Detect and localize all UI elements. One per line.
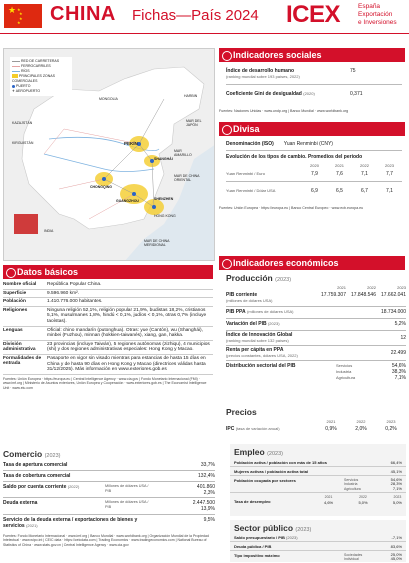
legend-zones: PRINCIPALES ZONAS COMERCIALES: [12, 74, 55, 83]
basic-row: [3, 327, 213, 341]
row-label: PIB PPA: [226, 309, 246, 315]
row-value: 75: [350, 68, 356, 74]
legend-rivers: RÍOS: [12, 69, 70, 74]
year-header: 2022: [359, 495, 367, 500]
year-header: 2023: [397, 285, 406, 290]
row-value: Yuan Renminbi (CNY): [283, 141, 333, 147]
row-label: Denominación (ISO): [226, 141, 274, 147]
row-label: Deuda pública / PIB: [234, 544, 272, 549]
map-label: INDIA: [44, 229, 54, 233]
basic-row: [3, 355, 213, 375]
divisa-row-dollar: [226, 188, 402, 194]
map-label: KIRGUISTÁN: [12, 141, 34, 145]
row-label: Yuan Renminbi / Dólar USA: [226, 188, 276, 193]
map-label: MONGOLIA: [99, 97, 118, 101]
production-title: Producción (2023): [226, 273, 292, 283]
tax-value: 45,0%: [390, 556, 402, 562]
economic-pib-row: [226, 292, 406, 303]
divider: [226, 345, 406, 346]
comercio-row: [3, 484, 215, 496]
row-label: Lenguas: [3, 327, 23, 333]
map-label: CHONGQING: [90, 185, 112, 189]
publico-row: [230, 542, 406, 551]
social-source: Fuentes: Naciones Unidas · www.undp.org | Banco Mundial · www.worldbank.org: [219, 109, 349, 113]
economic-row: [226, 321, 406, 327]
divider: [3, 497, 215, 498]
divisa-years-row: [226, 163, 402, 168]
row-label: Formalidades de entrada: [3, 355, 42, 366]
precios-title: Precios: [226, 407, 257, 417]
row-note: (2020): [303, 91, 315, 96]
row-note: (ranking mundial sobre 193 países, 2022): [226, 74, 300, 79]
empleo-box: [230, 444, 406, 516]
sector-name: Industria: [344, 482, 358, 487]
social-row-idh: [226, 68, 402, 79]
china-map: [3, 48, 215, 261]
row-value: 5,0%: [358, 500, 368, 506]
row-value: República Popular China.: [47, 282, 102, 287]
map-label: SHANGHÁI: [154, 157, 173, 161]
row-value: Pasaporte en vigor sin visado mientras para estancias de hasta 15 días en China y de hasta 90 días en Hong Kong y Macao (directrices válidas hasta 31/12/2025). Más información en www.exteriores.gob.es: [47, 355, 206, 373]
row-value: 6,9: [311, 188, 318, 194]
row-label: Población: [3, 299, 26, 305]
publico-box: [230, 520, 406, 562]
map-label: GUANGZHOU: [116, 199, 139, 203]
sector-name: Agricultura: [336, 375, 356, 380]
row-label: Tipo impositivo máximo: [234, 553, 280, 558]
basic-row: [3, 307, 213, 327]
publico-title: Sector público (2023): [234, 523, 312, 533]
row-label: Tasa de apertura comercial: [3, 462, 68, 468]
star-icon: ★: [19, 16, 23, 21]
row-value: 132,4%: [198, 473, 215, 479]
sector-name: Servicios: [336, 363, 353, 368]
economic-row: [226, 309, 406, 315]
divisa-evolution-title: Evolución de los tipos de cambio. Promedios del periodo: [226, 154, 363, 160]
row-value: 5,0%: [392, 500, 402, 506]
row-value: 18.734.000: [380, 309, 406, 315]
map-label: MAR DE CHINA MERIDIONAL: [144, 239, 170, 247]
precios-ipc-row: [226, 426, 406, 432]
row-value: 6,5: [336, 188, 343, 194]
row-value: 0,9%: [325, 426, 337, 432]
year-header: 2022: [367, 285, 376, 290]
row-label: División administrativa: [3, 341, 36, 352]
comercio-row: [3, 517, 215, 529]
row-value: 4,6%: [324, 500, 334, 506]
logo-line: Exportación: [358, 11, 393, 18]
row-value: 7,9: [311, 171, 318, 177]
divisa-section-header: Divisa: [219, 122, 405, 136]
row-label: Religiones: [3, 307, 28, 313]
sector-value: 7,1%: [392, 485, 402, 491]
row-value: 66,4%: [390, 460, 402, 465]
sector-name: Agricultura: [344, 486, 361, 491]
comercio-row: [3, 473, 215, 479]
sector-name: Servicios: [344, 478, 359, 482]
row-value: 45,1%: [390, 469, 402, 474]
row-note: (2023): [286, 535, 298, 540]
row-note: (millones de dólares USA): [226, 298, 273, 303]
row-unit: Millones de dólares USA / PIB: [105, 484, 149, 493]
row-label: Servicio de la deuda externa / exportaciones de bienes y servicios: [3, 517, 138, 529]
divisa-source: Fuentes: Unión Europea · https://europa.eu | Banco Central Europeo · www.ecb.europa.eu: [219, 206, 364, 210]
year-header: 2023: [393, 495, 402, 500]
divider: [226, 306, 406, 307]
map-label: KAZAJSTÁN: [12, 121, 33, 125]
precios-years-row: [226, 419, 406, 424]
tax-name: Individual: [344, 557, 359, 562]
row-value: 0,2%: [385, 426, 397, 432]
row-value: 22.499: [390, 350, 406, 356]
country-title: CHINA: [50, 3, 116, 25]
comercio-source: Fuentes: Fondo Monetario Internacional · www.imf.org | Banco Mundial · www.worldbank.org | Organización Mundial de la Propiedad Intelectual · www.wipo.int | CEIC data · https://ceicdata.com | Trading Economics · www.tradingeconomics.com | National Bureau of Statistics of China · www.stats.gov.cn | Central Intelligence Agency · www.cia.gov: [3, 534, 209, 547]
row-value: 7,1: [386, 188, 393, 194]
row-note: (precios constantes, dólares USA, 2022): [226, 353, 298, 358]
map-legend: [10, 57, 72, 96]
legend-port: PUERTO: [12, 84, 70, 89]
basic-section-header: Datos básicos: [3, 265, 213, 279]
empleo-desempleo: [230, 493, 406, 505]
star-icon: ★: [17, 7, 21, 12]
economic-section-header: Indicadores económicos: [219, 256, 405, 270]
row-label: IPC: [226, 426, 235, 432]
map-label: MAR DEL JAPÓN: [186, 119, 202, 127]
basic-row: [3, 341, 213, 355]
economic-row: [226, 332, 406, 343]
year-header: 2022: [360, 163, 369, 168]
divider: [226, 84, 402, 85]
divider: [3, 514, 215, 515]
social-row-gini: [226, 91, 402, 97]
map-label: MAR AMARILLO: [174, 149, 192, 157]
star-icon: ★: [17, 20, 21, 25]
china-flag: [4, 4, 42, 28]
row-label: Mujeres activas / población activa total: [234, 469, 309, 474]
row-value: 7,1: [361, 171, 368, 177]
tax-value: 25,0%: [390, 552, 402, 557]
row-unit: Millones de dólares USA / PIB: [105, 500, 149, 509]
row-label: Tasa de desempleo: [234, 499, 271, 505]
map-label: MAR DE CHINA ORIENTAL: [174, 174, 200, 182]
row-label: Saldo presupuestario / PIB: [234, 535, 285, 540]
row-note: (tasa de variación anual): [235, 426, 280, 431]
economic-distribution: [226, 363, 406, 381]
row-value: 17.759.307: [320, 292, 346, 298]
year-header: 2021: [337, 285, 346, 290]
sector-value: 38,3%: [391, 369, 406, 375]
row-label: Población ocupada por sectores: [234, 478, 296, 483]
row-label: Tasa de cobertura comercial: [3, 473, 71, 479]
divider: [226, 318, 406, 319]
legend-railways: FERROCARRILES: [12, 64, 70, 69]
basic-row: [3, 298, 213, 307]
row-value: 5,2%: [394, 321, 406, 327]
divider: [226, 360, 406, 361]
divider: [226, 150, 402, 151]
row-label: Saldo por cuenta corriente: [3, 484, 67, 490]
divisa-row-euro: [226, 171, 402, 177]
year-header: 2022: [356, 419, 366, 424]
publico-tipos: [230, 551, 406, 562]
row-note: (millones de dólares USA): [247, 309, 294, 314]
sector-value: 28,3%: [390, 481, 402, 487]
row-label: Distribución sectorial del PIB: [226, 363, 296, 369]
row-value: 13,9%: [200, 506, 215, 512]
basic-table: [3, 281, 213, 390]
sector-value: 54,6%: [391, 363, 406, 369]
row-value: Ninguna religión 52,1%, religión popular 21,9%, budistas 18,2%, cristianos 5,1%, musulmanes 1,8%, hindú < 0,1%, judíos < 0,1%, otras 0,7% (incluye taoístas).: [47, 307, 207, 324]
comercio-row: [3, 500, 215, 512]
empleo-title: Empleo (2023): [234, 447, 283, 457]
year-header: 2021: [335, 163, 344, 168]
row-value: 2,3%: [203, 490, 215, 496]
economic-years-row: [226, 285, 406, 290]
row-value: 12: [400, 335, 406, 341]
year-header: 2020: [310, 163, 319, 168]
row-value: 33,7%: [200, 462, 215, 468]
empleo-row: [230, 467, 406, 476]
map-label: HONG KONG: [154, 214, 176, 218]
row-note: (ranking mundial sobre 132 países): [226, 338, 289, 343]
map-label: SHENZHEN: [154, 197, 174, 201]
row-value: 0,371: [350, 91, 363, 97]
icex-logo: ICEX: [286, 1, 341, 28]
comercio-row: [3, 462, 215, 468]
row-value: 2,0%: [355, 426, 367, 432]
map-label-capital: PEKÍN: [124, 141, 138, 146]
row-note: (2022): [67, 484, 80, 489]
logo-line: e Inversiones: [358, 19, 397, 26]
year-header: 2021: [324, 495, 333, 500]
row-value: 7,6: [336, 171, 343, 177]
logo-line: España: [358, 3, 381, 10]
star-icon: ★: [8, 5, 17, 15]
star-icon: ★: [19, 11, 23, 16]
divider: [226, 330, 406, 331]
icex-logo-tagline: [358, 3, 397, 27]
divider: [3, 481, 215, 482]
row-value: 9,5%: [203, 517, 215, 523]
comercio-title: Comercio (2023): [3, 449, 61, 459]
basic-row: [3, 290, 213, 299]
row-value: 23 provincias (incluye Taiwán), 5 regiones autónomas (zizhiqu), 4 municipios (shi) y dos regiones administrativas especiales: Hong Kong y Macao.: [47, 341, 210, 353]
basic-row: [3, 281, 213, 290]
row-value: 401.860: [196, 484, 215, 490]
row-label: Coeficiente Gini de desigualdad: [226, 91, 302, 97]
row-value: 17.662.041: [380, 292, 406, 298]
publico-row: [230, 533, 406, 542]
row-note: (2021): [26, 523, 38, 528]
row-value: Oficial: chino mandarín (putonghua). Otras: yue (Cantón), wu (Shanghái), minbei (Fuzhou), minnan (hokkien-taiwanés), xiang, gan, hakka.: [47, 327, 203, 339]
row-label: Población activa / población con más de 15 años: [234, 460, 327, 465]
empleo-row: [230, 457, 406, 467]
row-label: Renta per cápita en PPA: [226, 347, 284, 353]
row-value: 1.410.776.000 habitantes.: [47, 299, 103, 305]
map-label: HARBIN: [184, 94, 198, 98]
row-label: Variación del PIB: [226, 321, 267, 327]
document-subtitle: Fichas—País 2024: [132, 7, 259, 24]
row-value: 6,7: [361, 188, 368, 194]
row-value: -7,1%: [391, 535, 402, 540]
row-label: PIB corriente: [226, 292, 258, 298]
row-value: 83,6%: [390, 544, 402, 549]
year-header: 2023: [385, 163, 394, 168]
economic-row: [226, 347, 406, 358]
social-section-header: Indicadores sociales: [219, 48, 405, 62]
divider: [3, 470, 215, 471]
row-value: 17.848.546: [350, 292, 376, 298]
row-value: 9.596.960 km².: [47, 290, 79, 296]
row-label: Índice de desarrollo humano: [226, 68, 295, 74]
tax-name: Sociedades: [344, 553, 363, 557]
legend-roads: RED DE CARRETERAS: [12, 59, 70, 64]
row-label: Deuda externa: [3, 500, 38, 506]
row-label: Yuan Renminbi / Euro: [226, 171, 265, 176]
row-note: (2023): [267, 321, 280, 326]
year-header: 2021: [326, 419, 336, 424]
sector-value: 7,1%: [394, 375, 406, 381]
row-value: 2.447.500: [192, 500, 215, 506]
sector-name: Industria: [336, 369, 352, 374]
basic-source: Fuentes: Unión Europea · https://europa.eu | Central Intelligence Agency · www.cia.gov | Fondo Monetario Internacional (FMI) · www.imf.org | Ministerio de Asuntos exteriores, Unión Europea y Cooperación · www.exteriores.gob.es | The Economist Intelligence Unit · www.eiu.com: [3, 376, 207, 390]
row-label: Nombre oficial: [3, 282, 37, 287]
row-label: Superficie: [3, 290, 27, 296]
sector-value: 54,6%: [390, 477, 402, 482]
row-label: Índice de Innovación Global: [226, 332, 293, 338]
divider: [226, 181, 402, 182]
year-header: 2023: [386, 419, 396, 424]
empleo-ocupada: [230, 476, 406, 493]
legend-airport: ✈ AEROPUERTO: [12, 89, 41, 93]
divisa-denomination: [226, 141, 402, 147]
row-value: 7,7: [386, 171, 393, 177]
header-divider: [0, 33, 409, 34]
